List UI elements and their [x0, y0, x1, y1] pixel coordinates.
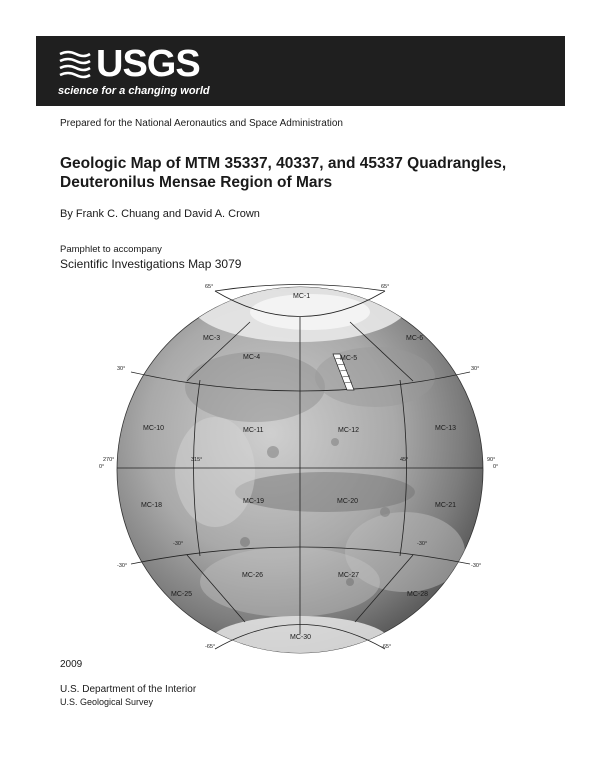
usgs-logo-text: USGS: [96, 43, 200, 85]
degree-label: -65°: [381, 644, 392, 650]
quad-label: MC-4: [243, 354, 261, 361]
quad-label: MC-27: [338, 572, 360, 579]
quad-label: MC-19: [243, 498, 265, 505]
series-label: Scientific Investigations Map 3079: [60, 257, 242, 271]
quad-label: MC-10: [143, 425, 165, 432]
degree-label: -30°: [173, 541, 184, 547]
quad-label: MC-28: [407, 591, 429, 598]
degree-label: -65°: [205, 644, 216, 650]
quad-label: MC-5: [340, 355, 358, 362]
prepared-for: Prepared for the National Aeronautics and Space Administration: [60, 118, 343, 129]
quad-label: MC-12: [338, 427, 360, 434]
degree-label: -30°: [117, 563, 128, 569]
authors: By Frank C. Chuang and David A. Crown: [60, 208, 260, 220]
quad-label: MC-30: [290, 634, 312, 641]
usgs-tagline: science for a changing world: [58, 85, 210, 97]
quad-label: MC-18: [141, 502, 163, 509]
quad-label: MC-1: [293, 293, 311, 300]
quad-label: MC-6: [406, 335, 424, 342]
degree-label: 65°: [205, 284, 214, 290]
document-title: Geologic Map of MTM 35337, 40337, and 45337 Quadrangles, Deuteronilus Mensae Region of Mars: [60, 155, 507, 191]
survey: U.S. Geological Survey: [60, 697, 154, 707]
degree-label: -30°: [417, 541, 428, 547]
quad-label: MC-25: [171, 591, 193, 598]
quad-label: MC-21: [435, 502, 457, 509]
publication-year: 2009: [60, 659, 83, 670]
degree-label: -30°: [471, 563, 482, 569]
degree-label: 0°: [493, 464, 499, 470]
degree-label: 30°: [471, 366, 480, 372]
degree-label: 45°: [400, 457, 409, 463]
degree-label: 0°: [99, 464, 105, 470]
usgs-banner: [36, 36, 565, 106]
department: U.S. Department of the Interior: [60, 684, 197, 695]
mars-quadrangle-map: [95, 282, 505, 662]
quad-label: MC-11: [243, 427, 264, 434]
pamphlet-label: Pamphlet to accompany: [60, 244, 162, 255]
degree-label: 315°: [191, 457, 203, 463]
quad-label: MC-3: [203, 335, 221, 342]
usgs-wave-logo-icon: [58, 48, 92, 82]
degree-label: 90°: [487, 457, 496, 463]
degree-label: 65°: [381, 284, 390, 290]
degree-label: 270°: [103, 457, 115, 463]
quad-label: MC-13: [435, 425, 457, 432]
quad-label: MC-26: [242, 572, 264, 579]
quad-label: MC-20: [337, 498, 359, 505]
degree-label: 30°: [117, 366, 126, 372]
